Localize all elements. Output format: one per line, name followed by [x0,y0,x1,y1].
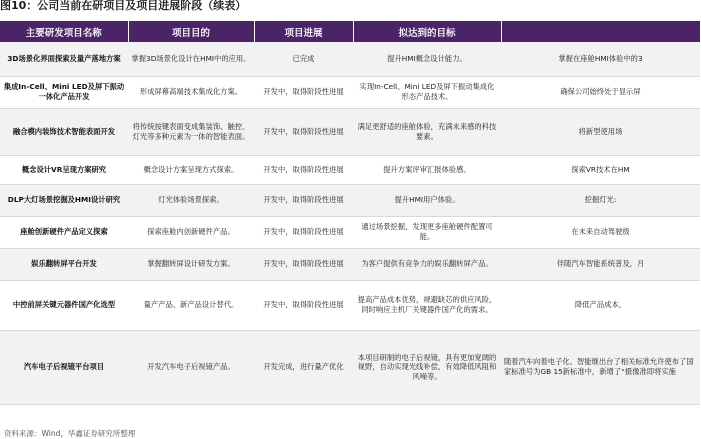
table-row [0,184,700,216]
project-purpose-cell: 探索座舱内创新硬件产品。 [128,216,254,248]
project-purpose-cell: 掌握3D场景化设计在HMI中的应用。 [128,42,254,76]
project-goal-cell: 提升HMI用户体验。 [353,184,501,216]
project-purpose-cell: 灯光体验场景探索。 [128,184,254,216]
project-extra-cell: 将新型使用场 [501,108,700,155]
project-extra-cell: 掌握在座舱HMI体验中的3 [501,42,700,76]
project-progress-cell: 已完成 [254,42,353,76]
table-row [0,108,700,155]
project-purpose-cell: 量产产品、新产品设计替代。 [128,280,254,330]
project-table-container [0,21,694,411]
project-progress-cell: 开发中，取得阶段性进展 [254,184,353,216]
project-progress-cell: 开发中，取得阶段性进展 [254,280,353,330]
project-goal-cell: 满足更舒适的座舱体验，充满未来感的科技要素。 [353,108,501,155]
project-purpose-cell: 将传统按键表面变成集装饰、触控、灯光等多种元素为一体的智能表面。 [128,108,254,155]
project-name-cell: 汽车电子后视镜平台项目 [0,330,128,404]
project-purpose-cell: 开发汽车电子后视镜产品。 [128,330,254,404]
project-progress-cell: 开发中，取得阶段性进展 [254,155,353,184]
table-row [0,330,700,404]
source-note: 资料来源：Wind，华鑫证券研究所整理 [4,429,136,438]
header-project-purpose: 项目目的 [128,21,254,42]
project-goal-cell: 通过场景挖掘，发现更多座舱硬件配置可能。 [353,216,501,248]
project-goal-cell: 实现In-Cell、Mini LED及屏下振动集成化形态产品技术。 [353,76,501,108]
project-purpose-cell: 形成屏幕高端技术集成化方案。 [128,76,254,108]
header-extra [501,21,700,42]
project-extra-cell: 挖掘灯光: [501,184,700,216]
project-name-cell: 集成In-Cell、Mini LED及屏下振动一体化产品开发 [0,76,128,108]
project-name-cell: 融合模内装饰技术智能表面开发 [0,108,128,155]
project-name-cell: 娱乐翻转屏平台开发 [0,248,128,280]
project-extra-cell: 随着汽车向着电子化、智能继出台了相关标准允许使布了国家标准号为GB 15新标准中，新增了“摄像准即将实施 [501,330,700,404]
project-progress-cell: 开发完成，进行量产优化 [254,330,353,404]
header-project-progress: 项目进展 [254,21,353,42]
table-row [0,76,700,108]
project-table [0,21,701,405]
project-goal-cell: 本项目研制的电子后视镜，具有更加宽阔的视野，自动实现光线补偿，有效降低风阻和风噪等。 [353,330,501,404]
project-goal-cell: 为客户提供有竞争力的娱乐翻转屏产品。 [353,248,501,280]
table-header-row [0,21,700,42]
project-progress-cell: 开发中，取得阶段性进展 [254,248,353,280]
figure-title: 图10：公司当前在研项目及项目进展阶段（续表） [0,0,247,12]
project-progress-cell: 开发中，取得阶段性进展 [254,216,353,248]
project-extra-cell: 确保公司始终处于显示屏 [501,76,700,108]
project-purpose-cell: 概念设计方案呈现方式探索。 [128,155,254,184]
project-name-cell: 概念设计VR呈现方案研究 [0,155,128,184]
project-name-cell: 座舱创新硬件产品定义探索 [0,216,128,248]
project-extra-cell: 降低产品成本， [501,280,700,330]
project-extra-cell: 伴随汽车智能系统普及，月 [501,248,700,280]
project-name-cell: DLP大灯场景挖掘及HMI设计研究 [0,184,128,216]
table-row [0,155,700,184]
table-row [0,280,700,330]
table-row [0,42,700,76]
table-row [0,248,700,280]
project-name-cell: 中控前屏关键元器件国产化选型 [0,280,128,330]
project-goal-cell: 提升HMI概念设计能力。 [353,42,501,76]
project-extra-cell: 探索VR技术在HM [501,155,700,184]
project-purpose-cell: 掌握翻转屏设计研发方案。 [128,248,254,280]
project-extra-cell: 在未来自动驾驶级 [501,216,700,248]
project-name-cell: 3D场景化界面探索及量产落地方案 [0,42,128,76]
project-progress-cell: 开发中，取得阶段性进展 [254,76,353,108]
table-row [0,216,700,248]
header-target-goal: 拟达到的目标 [353,21,501,42]
project-progress-cell: 开发中，取得阶段性进展 [254,108,353,155]
header-project-name: 主要研发项目名称 [0,21,128,42]
project-goal-cell: 提升方案评审汇报体验感。 [353,155,501,184]
project-goal-cell: 提高产品成本优势，规避缺芯的供应风险，同时响应主机厂关键器件国产化的需求。 [353,280,501,330]
